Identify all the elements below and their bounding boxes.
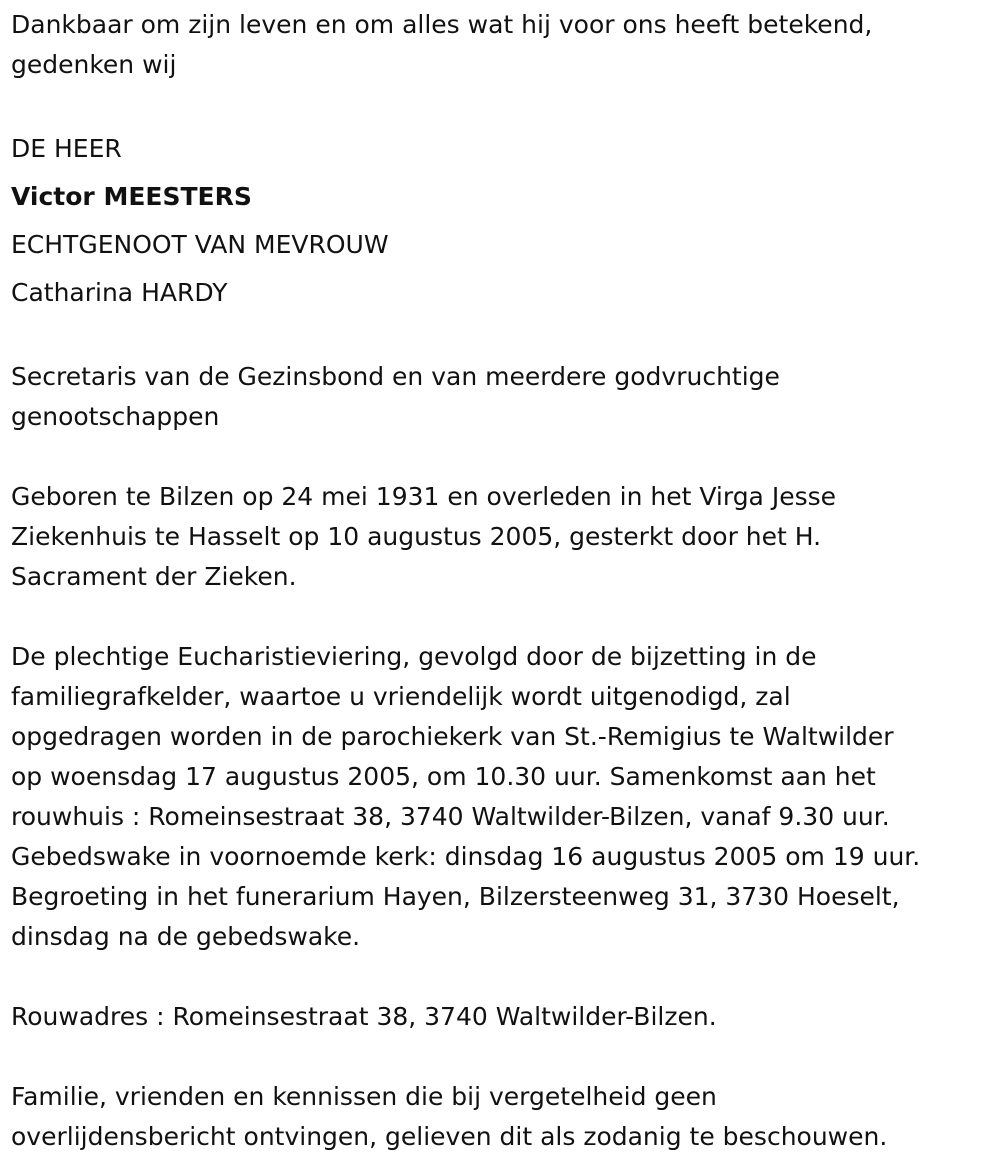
paragraph-gap [11,1037,986,1077]
birth-death-line: Ziekenhuis te Hasselt op 10 augustus 2005, gesterkt door het H. [11,522,822,551]
birth-death-line: Sacrament der Zieken. [11,562,297,591]
closing-paragraph [11,1077,986,1157]
spouse-name: Catharina HARDY [11,278,228,307]
person-title: DE HEER [11,134,122,163]
birth-death-paragraph [11,477,986,597]
role-line: Secretaris van de Gezinsbond en van meerdere godvruchtige [11,362,780,391]
role-line: genootschappen [11,402,220,431]
ceremony-paragraph [11,637,986,957]
address-paragraph [11,997,986,1037]
closing-line: overlijdensbericht ontvingen, gelieven dit als zodanig te beschouwen. [11,1122,888,1151]
mourning-address: Rouwadres : Romeinsestraat 38, 3740 Waltwilder-Bilzen. [11,1002,717,1031]
intro-line: Dankbaar om zijn leven en om alles wat hij voor ons heeft betekend, [11,10,873,39]
closing-line: Familie, vrienden en kennissen die bij vergetelheid geen [11,1082,717,1111]
ceremony-line: rouwhuis : Romeinsestraat 38, 3740 Waltwilder-Bilzen, vanaf 9.30 uur. [11,802,890,831]
obituary-document [11,0,986,1157]
ceremony-line: dinsdag na de gebedswake. [11,922,361,951]
role-paragraph [11,357,986,437]
intro-paragraph [11,5,986,85]
paragraph-gap [11,85,986,125]
ceremony-line: familiegrafkelder, waartoe u vriendelijk wordt uitgenodigd, zal [11,682,791,711]
person-relation: ECHTGENOOT VAN MEVROUW [11,230,389,259]
ceremony-line: op woensdag 17 augustus 2005, om 10.30 uur. Samenkomst aan het [11,762,876,791]
paragraph-gap [11,437,986,477]
birth-death-line: Geboren te Bilzen op 24 mei 1931 en overleden in het Virga Jesse [11,482,837,511]
person-name: Victor MEESTERS [11,182,252,211]
ceremony-line: Gebedswake in voornoemde kerk: dinsdag 16 augustus 2005 om 19 uur. [11,842,921,871]
name-block [11,125,986,317]
intro-line: gedenken wij [11,50,177,79]
paragraph-gap [11,957,986,997]
paragraph-gap [11,317,986,357]
ceremony-line: opgedragen worden in de parochiekerk van St.-Remigius te Waltwilder [11,722,894,751]
ceremony-line: De plechtige Eucharistieviering, gevolgd door de bijzetting in de [11,642,817,671]
paragraph-gap [11,597,986,637]
ceremony-line: Begroeting in het funerarium Hayen, Bilzersteenweg 31, 3730 Hoeselt, [11,882,900,911]
